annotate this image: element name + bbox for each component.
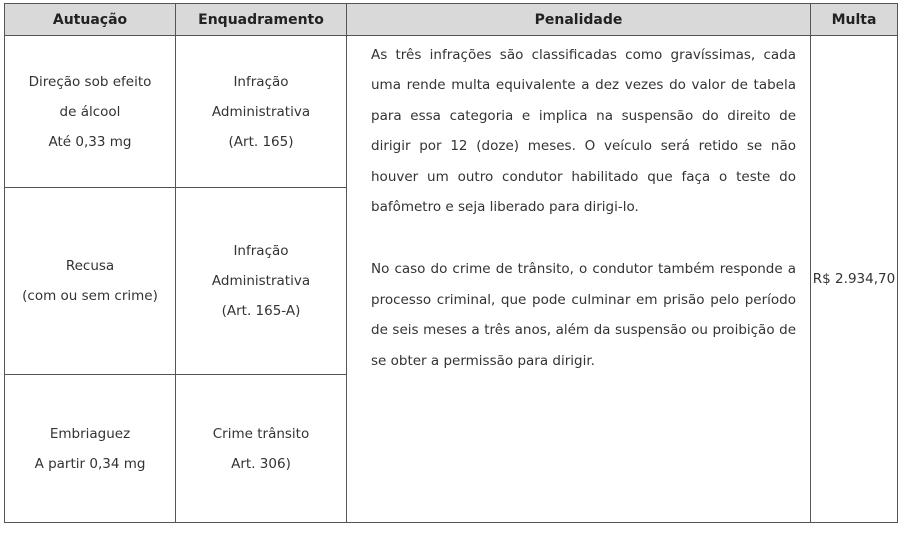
cell-line: (com ou sem crime) (22, 288, 158, 304)
penalidade-paragraph: As três infrações são classificadas como gravíssimas, cada uma rende multa equivalente a dez vezes do valor de tabela para essa categoria e implica na suspensão do direito de dirigir por 12 (doze) meses. O veículo será retido se não houver um outro condutor habilitado que faça o teste do bafômetro e seja liberado para dirigi-lo. (371, 47, 796, 216)
cell-line: Recusa (65, 258, 115, 274)
cell-line: Direção sob efeito (28, 73, 152, 90)
cell-line: Administrativa (211, 103, 311, 120)
cell-enquadramento (176, 36, 347, 188)
penalidade-paragraph: No caso do crime de trânsito, o condutor também responde a processo criminal, que pode culminar em prisão pelo período de seis meses a três anos, além da suspensão ou proibição de se obter a permissão para dirigir. (371, 261, 796, 369)
header-penalidade: Penalidade (347, 4, 811, 36)
cell-autuacao (5, 375, 176, 523)
cell-line: Infração (233, 73, 289, 90)
header-row (5, 4, 898, 36)
header-autuacao: Autuação (5, 4, 176, 36)
table-row (5, 36, 898, 188)
cell-line: Crime trânsito (212, 425, 310, 442)
cell-line: Administrativa (211, 273, 311, 289)
cell-multa: R$ 2.934,70 (811, 36, 898, 523)
header-multa: Multa (811, 4, 898, 36)
cell-line: Embriaguez (49, 425, 131, 442)
cell-line: Art. 306) (231, 455, 291, 472)
cell-line: (Art. 165-A) (221, 303, 301, 319)
cell-enquadramento (176, 375, 347, 523)
cell-penalidade (347, 36, 811, 523)
cell-line: (Art. 165) (228, 133, 294, 150)
header-enquadramento: Enquadramento (176, 4, 347, 36)
cell-enquadramento (176, 188, 347, 375)
cell-autuacao (5, 188, 176, 375)
cell-autuacao (5, 36, 176, 188)
penalty-table (4, 3, 898, 523)
cell-line: A partir 0,34 mg (34, 455, 146, 472)
cell-line: Infração (233, 243, 289, 259)
cell-line: de álcool (59, 103, 121, 120)
cell-line: Até 0,33 mg (48, 133, 132, 150)
